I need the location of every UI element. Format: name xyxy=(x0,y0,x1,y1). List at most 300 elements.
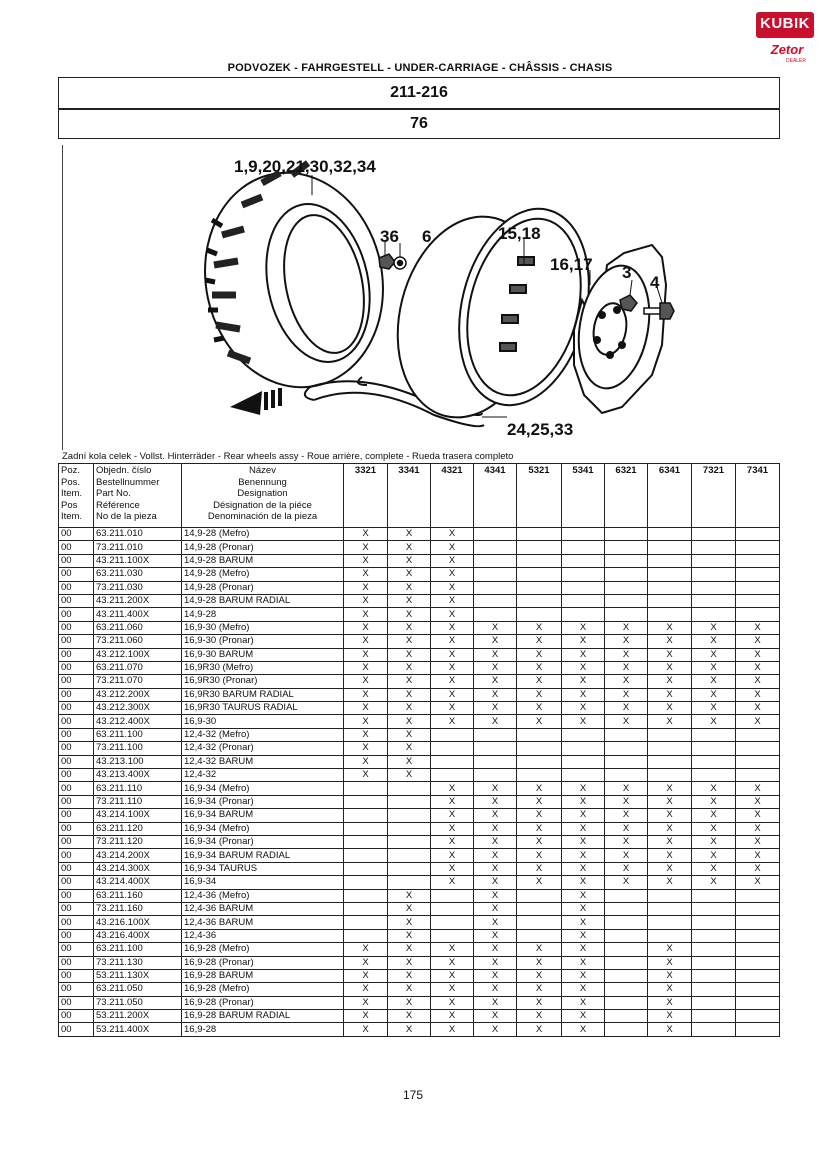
cell-model-6321 xyxy=(605,568,648,581)
cell-model-7341 xyxy=(736,916,780,929)
cell-model-3321: X xyxy=(344,688,388,701)
header-model-6321: 6321 xyxy=(605,464,648,528)
cell-model-3321: X xyxy=(344,702,388,715)
cell-pos: 00 xyxy=(59,822,94,835)
cell-pos: 00 xyxy=(59,862,94,875)
cell-model-3321 xyxy=(344,795,388,808)
header-model-7341: 7341 xyxy=(736,464,780,528)
cell-model-7341: X xyxy=(736,635,780,648)
cell-model-7341 xyxy=(736,996,780,1009)
cell-model-5321 xyxy=(517,594,562,607)
cell-model-5341 xyxy=(562,528,605,541)
cell-model-6341 xyxy=(648,608,692,621)
cell-pos: 00 xyxy=(59,675,94,688)
cell-model-7341 xyxy=(736,608,780,621)
table-row xyxy=(59,876,780,889)
cell-model-4341: X xyxy=(474,795,517,808)
cell-model-5341: X xyxy=(562,688,605,701)
cell-model-4341 xyxy=(474,554,517,567)
cell-name: 16,9-34 (Pronar) xyxy=(182,835,344,848)
cell-model-3341: X xyxy=(388,769,431,782)
cell-model-7321: X xyxy=(692,862,736,875)
cell-model-5341 xyxy=(562,581,605,594)
cell-model-3341: X xyxy=(388,755,431,768)
cell-model-6341: X xyxy=(648,943,692,956)
cell-model-4341: X xyxy=(474,702,517,715)
cell-model-5321 xyxy=(517,769,562,782)
cell-model-6341: X xyxy=(648,862,692,875)
cell-pos: 00 xyxy=(59,648,94,661)
cell-model-5341: X xyxy=(562,635,605,648)
cell-pos: 00 xyxy=(59,755,94,768)
cell-model-6341 xyxy=(648,554,692,567)
cell-model-5341: X xyxy=(562,876,605,889)
cell-model-3341 xyxy=(388,809,431,822)
cell-model-6321: X xyxy=(605,661,648,674)
cell-model-4321 xyxy=(431,916,474,929)
cell-model-7321: X xyxy=(692,876,736,889)
cell-model-4341: X xyxy=(474,849,517,862)
cell-model-3321: X xyxy=(344,996,388,1009)
cell-model-3321: X xyxy=(344,769,388,782)
cell-model-4341 xyxy=(474,594,517,607)
header-model-3341: 3341 xyxy=(388,464,431,528)
cell-model-7321: X xyxy=(692,835,736,848)
cell-order-no: 63.211.060 xyxy=(94,621,182,634)
cell-model-5341: X xyxy=(562,902,605,915)
cell-model-3321: X xyxy=(344,715,388,728)
cell-model-4341: X xyxy=(474,688,517,701)
cell-model-3321 xyxy=(344,916,388,929)
cell-model-4321: X xyxy=(431,849,474,862)
cell-model-7321: X xyxy=(692,822,736,835)
cell-model-5341: X xyxy=(562,795,605,808)
cell-model-3341: X xyxy=(388,635,431,648)
cell-model-7321: X xyxy=(692,849,736,862)
cell-model-6341 xyxy=(648,902,692,915)
cell-model-4341 xyxy=(474,568,517,581)
cell-order-no: 63.211.010 xyxy=(94,528,182,541)
cell-model-4321 xyxy=(431,742,474,755)
wheel-diagram-svg xyxy=(62,145,778,450)
cell-model-7341: X xyxy=(736,835,780,848)
cell-model-5321: X xyxy=(517,661,562,674)
callout-bolt-4: 4 xyxy=(650,273,660,292)
cell-model-7341 xyxy=(736,983,780,996)
cell-model-3341: X xyxy=(388,608,431,621)
cell-order-no: 43.213.100 xyxy=(94,755,182,768)
cell-model-6321 xyxy=(605,996,648,1009)
cell-order-no: 43.211.200X xyxy=(94,594,182,607)
callout-nut-3: 3 xyxy=(622,263,632,282)
tyre-drawing xyxy=(185,156,402,404)
cell-model-6321 xyxy=(605,528,648,541)
cell-name: 16,9-28 (Mefro) xyxy=(182,983,344,996)
cell-model-7321: X xyxy=(692,688,736,701)
cell-pos: 00 xyxy=(59,969,94,982)
cell-model-7341 xyxy=(736,541,780,554)
cell-pos: 00 xyxy=(59,594,94,607)
cell-model-4321: X xyxy=(431,822,474,835)
cell-model-4321: X xyxy=(431,983,474,996)
cell-model-5321 xyxy=(517,755,562,768)
table-row xyxy=(59,568,780,581)
cell-model-3341: X xyxy=(388,929,431,942)
table-row xyxy=(59,688,780,701)
cell-order-no: 43.212.300X xyxy=(94,702,182,715)
cell-pos: 00 xyxy=(59,635,94,648)
cell-model-5321: X xyxy=(517,809,562,822)
group-code-box xyxy=(58,77,780,109)
cell-model-6341 xyxy=(648,541,692,554)
cell-model-4341: X xyxy=(474,916,517,929)
cell-model-4321: X xyxy=(431,554,474,567)
cell-model-3341: X xyxy=(388,889,431,902)
cell-pos: 00 xyxy=(59,1023,94,1036)
direction-arrow xyxy=(230,388,282,415)
cell-order-no: 53.211.400X xyxy=(94,1023,182,1036)
cell-model-7321 xyxy=(692,916,736,929)
cell-model-3341: X xyxy=(388,1010,431,1023)
cell-model-5321 xyxy=(517,916,562,929)
cell-model-3341: X xyxy=(388,675,431,688)
cell-model-5341: X xyxy=(562,943,605,956)
cell-order-no: 63.211.110 xyxy=(94,782,182,795)
cell-model-5341 xyxy=(562,608,605,621)
cell-name: 16,9-28 (Pronar) xyxy=(182,996,344,1009)
cell-model-3341: X xyxy=(388,528,431,541)
cell-model-5341: X xyxy=(562,1010,605,1023)
cell-model-4341 xyxy=(474,528,517,541)
cell-model-6321: X xyxy=(605,795,648,808)
cell-model-4341 xyxy=(474,769,517,782)
table-row xyxy=(59,929,780,942)
cell-model-6321 xyxy=(605,608,648,621)
cell-name: 16,9-34 xyxy=(182,876,344,889)
cell-model-4341: X xyxy=(474,715,517,728)
cell-model-6321 xyxy=(605,902,648,915)
table-row xyxy=(59,581,780,594)
cell-model-4341: X xyxy=(474,983,517,996)
cell-model-7341: X xyxy=(736,782,780,795)
table-row xyxy=(59,661,780,674)
cell-name: 12,4-32 BARUM xyxy=(182,755,344,768)
cell-model-7321 xyxy=(692,902,736,915)
header-model-7321: 7321 xyxy=(692,464,736,528)
cell-model-3341: X xyxy=(388,943,431,956)
cell-model-5321 xyxy=(517,568,562,581)
wheel-exploded-diagram xyxy=(62,145,778,450)
cell-model-5321: X xyxy=(517,956,562,969)
cell-order-no: 73.211.070 xyxy=(94,675,182,688)
cell-model-6341: X xyxy=(648,956,692,969)
cell-model-5341 xyxy=(562,554,605,567)
cell-model-6321 xyxy=(605,728,648,741)
cell-order-no: 73.211.110 xyxy=(94,795,182,808)
header-model-5341: 5341 xyxy=(562,464,605,528)
cell-model-7321: X xyxy=(692,715,736,728)
cell-model-3341: X xyxy=(388,916,431,929)
cell-model-5341: X xyxy=(562,648,605,661)
cell-name: 12,4-32 (Pronar) xyxy=(182,742,344,755)
cell-model-5341 xyxy=(562,568,605,581)
table-row xyxy=(59,862,780,875)
page-number: 175 xyxy=(402,1088,424,1102)
cell-model-6341: X xyxy=(648,983,692,996)
cell-model-5321: X xyxy=(517,782,562,795)
cell-model-7341 xyxy=(736,1010,780,1023)
cell-name: 16,9-28 xyxy=(182,1023,344,1036)
cell-name: 16,9-30 (Mefro) xyxy=(182,621,344,634)
cell-model-7321 xyxy=(692,728,736,741)
cell-model-6321 xyxy=(605,916,648,929)
header-line: Benennung xyxy=(238,476,287,488)
cell-order-no: 43.212.400X xyxy=(94,715,182,728)
cell-model-7321 xyxy=(692,996,736,1009)
header-name xyxy=(182,464,344,528)
cell-model-5321: X xyxy=(517,943,562,956)
cell-model-6321 xyxy=(605,943,648,956)
cell-name: 16,9-34 TAURUS xyxy=(182,862,344,875)
cell-order-no: 43.212.200X xyxy=(94,688,182,701)
cell-model-3341 xyxy=(388,795,431,808)
cell-name: 16,9-34 BARUM RADIAL xyxy=(182,849,344,862)
cell-model-4341: X xyxy=(474,835,517,848)
cell-pos: 00 xyxy=(59,902,94,915)
header-line: Objedn. číslo xyxy=(96,465,152,476)
cell-model-4321: X xyxy=(431,675,474,688)
cell-model-7341: X xyxy=(736,849,780,862)
cell-model-7341 xyxy=(736,568,780,581)
cell-model-4341: X xyxy=(474,889,517,902)
cell-model-5341 xyxy=(562,728,605,741)
cell-model-6341: X xyxy=(648,876,692,889)
cell-pos: 00 xyxy=(59,929,94,942)
cell-model-3321: X xyxy=(344,594,388,607)
cell-model-3321 xyxy=(344,849,388,862)
cell-model-6341: X xyxy=(648,635,692,648)
cell-model-3341: X xyxy=(388,1023,431,1036)
cell-pos: 00 xyxy=(59,554,94,567)
cell-order-no: 63.211.160 xyxy=(94,889,182,902)
cell-model-3321: X xyxy=(344,675,388,688)
cell-model-4341: X xyxy=(474,956,517,969)
table-row xyxy=(59,916,780,929)
cell-model-7321: X xyxy=(692,648,736,661)
cell-model-3341: X xyxy=(388,956,431,969)
cell-model-7321: X xyxy=(692,795,736,808)
cell-pos: 00 xyxy=(59,621,94,634)
cell-model-3321: X xyxy=(344,541,388,554)
cell-model-6321: X xyxy=(605,688,648,701)
cell-model-7321: X xyxy=(692,675,736,688)
cell-model-3321 xyxy=(344,809,388,822)
cell-model-4341: X xyxy=(474,902,517,915)
cell-order-no: 63.211.070 xyxy=(94,661,182,674)
cell-name: 16,9R30 TAURUS RADIAL xyxy=(182,702,344,715)
cell-name: 14,9-28 xyxy=(182,608,344,621)
cell-model-6321: X xyxy=(605,876,648,889)
cell-name: 12,4-32 (Mefro) xyxy=(182,728,344,741)
cell-model-3341: X xyxy=(388,621,431,634)
cell-pos: 00 xyxy=(59,661,94,674)
cell-model-3341: X xyxy=(388,715,431,728)
cell-pos: 00 xyxy=(59,956,94,969)
cell-model-3341: X xyxy=(388,969,431,982)
cell-model-6341: X xyxy=(648,648,692,661)
cell-order-no: 63.211.050 xyxy=(94,983,182,996)
cell-model-5341: X xyxy=(562,889,605,902)
cell-pos: 00 xyxy=(59,528,94,541)
cell-model-3321: X xyxy=(344,983,388,996)
cell-model-4321: X xyxy=(431,782,474,795)
cell-name: 16,9-34 (Mefro) xyxy=(182,822,344,835)
cell-model-7341 xyxy=(736,889,780,902)
table-row xyxy=(59,648,780,661)
header-line: Pos xyxy=(61,499,78,511)
cell-model-4321: X xyxy=(431,541,474,554)
table-row xyxy=(59,541,780,554)
cell-model-7321 xyxy=(692,983,736,996)
cell-model-5321 xyxy=(517,728,562,741)
cell-model-5321: X xyxy=(517,635,562,648)
cell-model-4341 xyxy=(474,581,517,594)
cell-model-7341: X xyxy=(736,809,780,822)
cell-model-4341: X xyxy=(474,621,517,634)
cell-name: 12,4-36 BARUM xyxy=(182,916,344,929)
cell-model-6341: X xyxy=(648,822,692,835)
table-row xyxy=(59,635,780,648)
cell-model-4341: X xyxy=(474,1010,517,1023)
cell-name: 16,9-34 (Mefro) xyxy=(182,782,344,795)
zetor-wordmark: Zetor xyxy=(770,42,804,57)
cell-model-7341: X xyxy=(736,675,780,688)
cell-order-no: 73.211.130 xyxy=(94,956,182,969)
cell-order-no: 43.214.400X xyxy=(94,876,182,889)
cell-model-7321 xyxy=(692,1010,736,1023)
cell-model-5321: X xyxy=(517,835,562,848)
cell-model-4341: X xyxy=(474,809,517,822)
cell-model-7341 xyxy=(736,1023,780,1036)
cell-model-4321 xyxy=(431,755,474,768)
cell-model-4341: X xyxy=(474,822,517,835)
cell-model-3321: X xyxy=(344,742,388,755)
cell-pos: 00 xyxy=(59,809,94,822)
cell-model-7341 xyxy=(736,943,780,956)
header-line: Denominación de la pieza xyxy=(207,511,318,523)
header-line: Item. xyxy=(61,511,83,523)
table-row xyxy=(59,943,780,956)
cell-model-4321 xyxy=(431,728,474,741)
cell-model-5321 xyxy=(517,742,562,755)
cell-model-5321: X xyxy=(517,1010,562,1023)
cell-model-3321: X xyxy=(344,1010,388,1023)
table-row xyxy=(59,782,780,795)
table-row xyxy=(59,1023,780,1036)
cell-name: 12,4-36 (Mefro) xyxy=(182,889,344,902)
cell-name: 16,9R30 (Pronar) xyxy=(182,675,344,688)
cell-model-6341: X xyxy=(648,715,692,728)
cell-name: 16,9-28 (Pronar) xyxy=(182,956,344,969)
cell-model-7321 xyxy=(692,755,736,768)
cell-model-4321: X xyxy=(431,608,474,621)
cell-model-7341 xyxy=(736,769,780,782)
cell-model-3341: X xyxy=(388,661,431,674)
cell-model-4321: X xyxy=(431,648,474,661)
cell-model-6341 xyxy=(648,528,692,541)
cell-model-5341: X xyxy=(562,782,605,795)
cell-model-6321: X xyxy=(605,702,648,715)
cell-model-6321 xyxy=(605,554,648,567)
cell-order-no: 43.212.100X xyxy=(94,648,182,661)
cell-model-3321 xyxy=(344,835,388,848)
cell-model-4321: X xyxy=(431,1023,474,1036)
cell-order-no: 43.213.400X xyxy=(94,769,182,782)
cell-model-3341: X xyxy=(388,554,431,567)
cell-order-no: 63.211.100 xyxy=(94,943,182,956)
cell-model-5321 xyxy=(517,581,562,594)
cell-model-7321 xyxy=(692,769,736,782)
cell-pos: 00 xyxy=(59,702,94,715)
cell-order-no: 73.211.120 xyxy=(94,835,182,848)
cell-model-6321: X xyxy=(605,862,648,875)
cell-model-5321: X xyxy=(517,876,562,889)
cell-model-6341 xyxy=(648,889,692,902)
cell-order-no: 43.216.100X xyxy=(94,916,182,929)
cell-model-5321: X xyxy=(517,648,562,661)
cell-model-4321: X xyxy=(431,621,474,634)
cell-name: 12,4-32 xyxy=(182,769,344,782)
cell-model-5321: X xyxy=(517,621,562,634)
cell-model-7321 xyxy=(692,889,736,902)
cell-model-7321 xyxy=(692,943,736,956)
cell-pos: 00 xyxy=(59,581,94,594)
cell-model-4321: X xyxy=(431,809,474,822)
cell-model-5341: X xyxy=(562,983,605,996)
cell-model-4321: X xyxy=(431,715,474,728)
table-row xyxy=(59,809,780,822)
cell-order-no: 63.211.030 xyxy=(94,568,182,581)
cell-pos: 00 xyxy=(59,983,94,996)
cell-model-5341 xyxy=(562,755,605,768)
cell-order-no: 63.211.120 xyxy=(94,822,182,835)
cell-model-4321 xyxy=(431,902,474,915)
cell-model-4341 xyxy=(474,742,517,755)
cell-model-4341: X xyxy=(474,996,517,1009)
cell-model-4341: X xyxy=(474,661,517,674)
cell-model-6341: X xyxy=(648,996,692,1009)
cell-model-7321: X xyxy=(692,621,736,634)
cell-pos: 00 xyxy=(59,835,94,848)
cell-model-3321 xyxy=(344,876,388,889)
cell-model-7321 xyxy=(692,541,736,554)
cell-order-no: 43.214.100X xyxy=(94,809,182,822)
cell-model-7341 xyxy=(736,594,780,607)
cell-model-4341 xyxy=(474,728,517,741)
cell-model-5321: X xyxy=(517,969,562,982)
cell-model-7341 xyxy=(736,902,780,915)
table-row xyxy=(59,822,780,835)
cell-model-6341 xyxy=(648,916,692,929)
cell-model-6341: X xyxy=(648,969,692,982)
cell-model-3341: X xyxy=(388,594,431,607)
cell-model-7341 xyxy=(736,528,780,541)
cell-model-6341 xyxy=(648,769,692,782)
cell-model-6321 xyxy=(605,1023,648,1036)
cell-pos: 00 xyxy=(59,728,94,741)
header-line: Désignation de la piéce xyxy=(213,499,312,511)
header-pos xyxy=(59,464,94,528)
